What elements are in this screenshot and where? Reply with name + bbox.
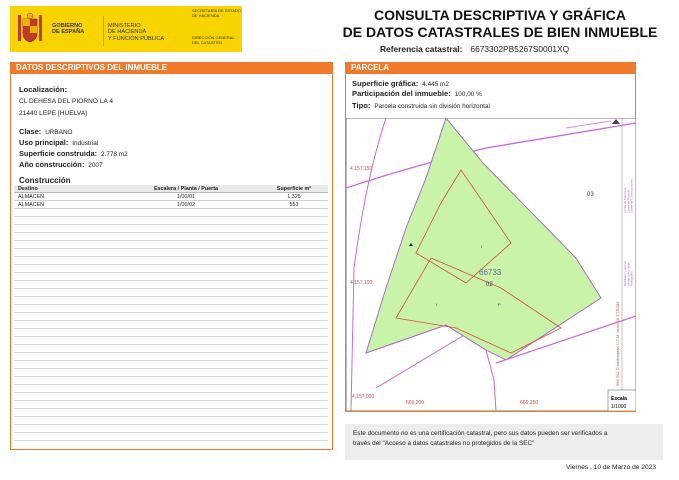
secretaria-text: SECRETARÍA DE ESTADO DE HACIENDA (192, 8, 241, 18)
scale-value: 1/1000 (611, 404, 627, 410)
address-line-2: 21440 LEPE [HUELVA] (19, 110, 87, 117)
table-header: Destino Escalera / Planta / Puerta Superficie m² (14, 185, 328, 193)
cadastral-map[interactable] (346, 118, 636, 411)
building-mark-2: I (436, 302, 438, 307)
construccion-title: Construcción (19, 176, 71, 185)
empty-table-lines (14, 209, 328, 445)
participacion-field: Participación del inmueble: 100,00 % (352, 89, 482, 98)
coord-y-label-3: 4,157,050 (352, 394, 375, 400)
parcel-number-label: 66733 (479, 268, 502, 277)
coord-x-label-2: 666,250 (520, 400, 539, 406)
ministerio-text: MINISTERIO DE HACIENDA Y FUNCIÓN PÚBLICA (108, 23, 165, 42)
legend-entry: Límite de Parcela (626, 189, 631, 213)
page-title: CONSULTA DESCRIPTIVA Y GRÁFICA DE DATOS CATASTRALES DE BIEN INMUEBLE (342, 7, 658, 40)
vertical-coords-label: 666,300 Coordenadas U.T.M. Huso 29 ETRS89 (615, 301, 620, 386)
referencia-catastral: Referencia catastral: 6673302PB5267S0001XQ (380, 44, 570, 54)
superficie-construida-field: Superficie construida: 2.778 m2 (19, 149, 128, 158)
disclaimer-notice: Este documento no es una certificación catastral, pero sus datos pueden ser verificados a través del "Acceso a datos catastrales no protegidos de la SEC" (345, 424, 663, 460)
neighbour-parcel-label: 03 (587, 192, 594, 198)
logo-divider (103, 16, 104, 46)
superficie-grafica-field: Superficie gráfica: 4.445 m2 (352, 79, 449, 88)
address-line-1: CL DEHESA DEL PIORNO LA 4 (19, 98, 114, 105)
clase-field: Clase: URBANO (19, 127, 73, 136)
localizacion-label: Localización: (19, 85, 68, 94)
legend-entry: Límite zona verde (626, 262, 631, 286)
parcela-section-title: PARCELA (345, 62, 636, 74)
coord-y-label-1: 4,157,150 (350, 166, 373, 172)
coord-x-label-1: 666,200 (406, 400, 425, 406)
direccion-text: DIRECCIÓN GENERAL DEL CATASTRO (192, 35, 235, 45)
legend-entry: Mobiliario y aceras (623, 260, 627, 286)
legend-entry: Límite de Manzana (623, 187, 627, 213)
tipo-field: Tipo: Parcela construida sin división horizontal (352, 101, 490, 110)
coord-y-label-2: 4,157,100 (350, 280, 373, 286)
coat-of-arms-icon (16, 11, 44, 47)
gobierno-text: GOBIERNO DE ESPAÑA (52, 23, 85, 36)
descriptive-section-title: DATOS DESCRIPTIVOS DEL INMUEBLE (10, 62, 333, 74)
scale-label: Escala (611, 396, 627, 402)
construccion-table (14, 185, 328, 209)
building-mark-1: I (481, 244, 483, 249)
building-mark-3: P (498, 302, 501, 307)
legend-entry: Hidrografía (629, 271, 634, 286)
parcel-sub-label: 02 (486, 282, 493, 288)
table-row: ALMACEN 1/00/01 1.325 (14, 193, 328, 201)
anio-construccion-field: Año construcción: 2007 (19, 160, 103, 169)
uso-field: Uso principal: Industrial (19, 138, 99, 147)
document-date: Viernes , 10 de Marzo de 2023 (565, 464, 656, 471)
legend-entry: Límite de Construcciones (629, 179, 634, 213)
table-row: ALMACEN 1/00/02 553 (14, 201, 328, 209)
